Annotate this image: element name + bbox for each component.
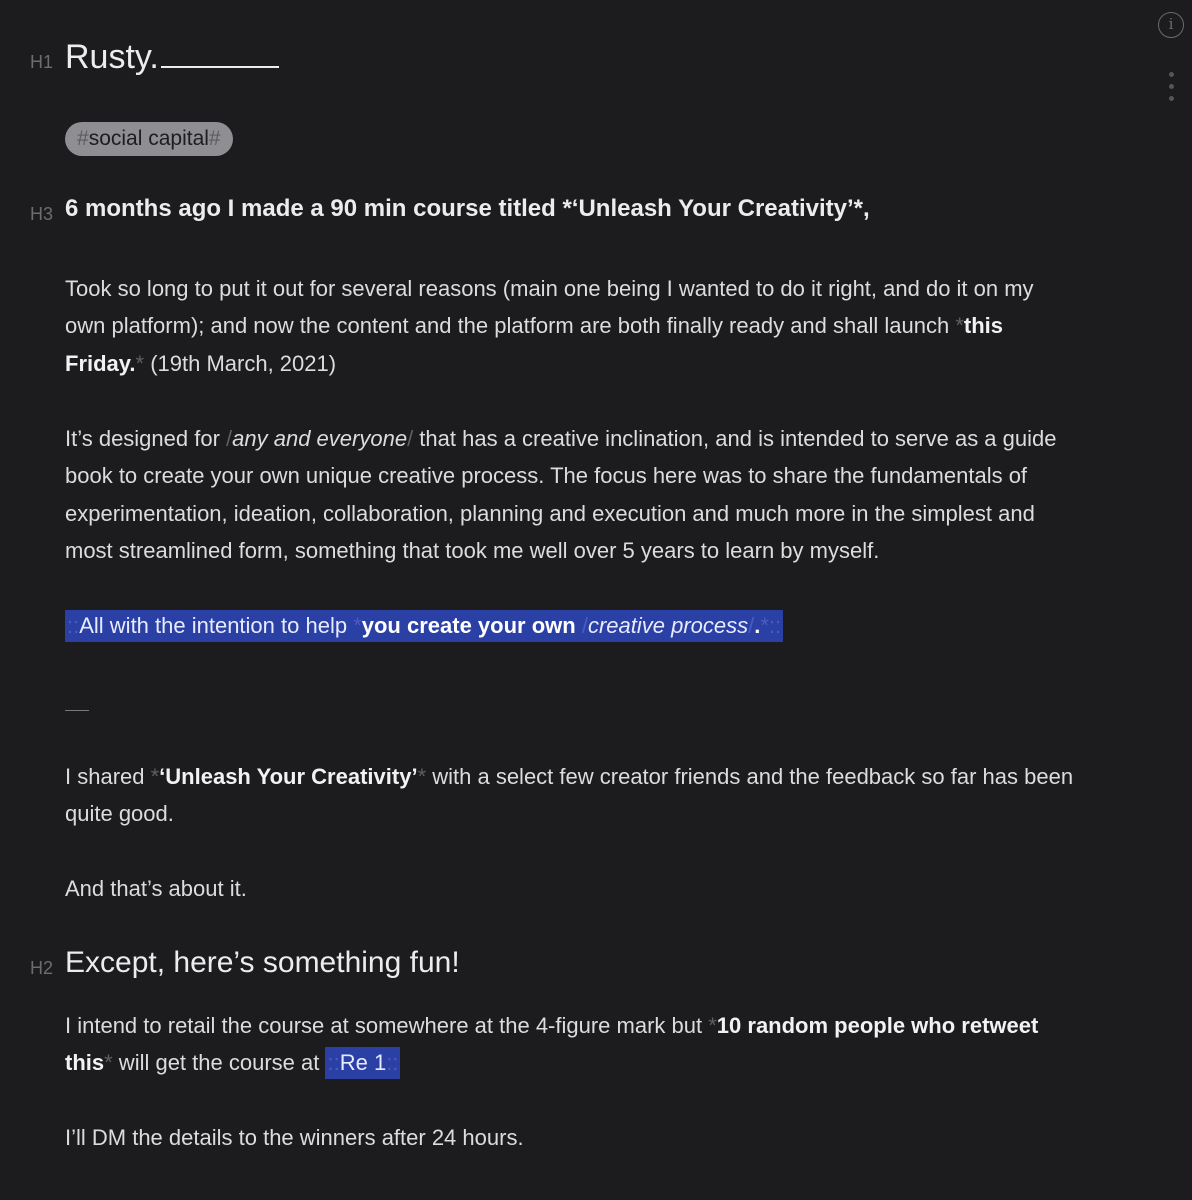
paragraph-1-line-1: Took so long to put it out for several reasons (main one being I wanted to do it right, and do it on my [65, 276, 1034, 301]
bold-text: this [963, 313, 1003, 338]
highlight-marker: :: [67, 613, 80, 638]
paragraph-4: And that’s about it. [65, 876, 247, 901]
paragraph-2-line-1 [65, 420, 1056, 458]
paragraph-2-line-3: experimentation, ideation, collaboration, planning and execution and much more in the simplest and [65, 501, 1035, 526]
text-run: that has a creative inclination, and is intended to serve as a guide [413, 426, 1057, 451]
heading-level-marker-h1: H1 [30, 52, 54, 72]
text-run: I intend to retail the course at somewhere at the 4-figure mark but [65, 1013, 709, 1038]
paragraph-2-line-4: most streamlined form, something that took me well over 5 years to learn by myself. [65, 538, 880, 563]
italic-marker: / [407, 426, 414, 451]
highlighted-price [325, 1047, 400, 1079]
bold-marker: * [708, 1013, 717, 1038]
bold-marker: * [760, 613, 769, 638]
dot [1169, 72, 1174, 77]
tag-social-capital[interactable] [65, 122, 233, 156]
text-run: It’s designed for [65, 426, 227, 451]
page-title [65, 38, 279, 77]
bold-text: . [754, 613, 761, 638]
text-run: All with the intention to help [79, 613, 354, 638]
price-text: Re 1 [339, 1050, 387, 1075]
text-run: with a select few creator friends and the feedback so far has been [426, 764, 1074, 789]
title-blank-underline [161, 65, 279, 68]
dot [1169, 84, 1174, 89]
paragraph-6: I’ll DM the details to the winners after 24 hours. [65, 1125, 524, 1150]
heading-level-marker-h2: H2 [30, 958, 54, 978]
tag-open-marker: # [77, 127, 89, 150]
italic-marker: / [581, 613, 588, 638]
dot [1169, 96, 1174, 101]
bold-marker: * [104, 1050, 113, 1075]
paragraph-5-line-1 [65, 1007, 1038, 1045]
bold-text: Friday. [65, 351, 136, 376]
bold-marker: * [353, 613, 362, 638]
bold-text: you create your own [361, 613, 582, 638]
bold-text: this [65, 1050, 105, 1075]
paragraph-1-line-3 [65, 345, 336, 383]
paragraph-2-line-2: book to create your own unique creative process. The focus here was to share the fundamentals of [65, 463, 1028, 488]
bold-marker: * [150, 764, 160, 789]
text-run: (19th March, 2021) [144, 351, 337, 376]
bold-text: ‘Unleash Your Creativity’ [159, 764, 418, 789]
bold-marker: * [417, 764, 427, 789]
paragraph-1-line-2 [65, 307, 1003, 345]
text-run: will get the course at [112, 1050, 326, 1075]
section-heading-fun: Except, here’s something fun! [65, 946, 460, 979]
italic-text: any and everyone [232, 426, 408, 451]
italic-marker: / [226, 426, 233, 451]
highlight-line [65, 607, 783, 645]
page-title-text: Rusty. [65, 38, 159, 76]
bold-marker: * [135, 351, 145, 376]
text-run: own platform); and now the content and the platform are both finally ready and shall launch [65, 313, 956, 338]
more-vertical-icon[interactable] [1166, 72, 1176, 106]
heading-level-marker-h3: H3 [30, 204, 54, 224]
section-heading-course: 6 months ago I made a 90 min course titled *‘Unleash Your Creativity’*, [65, 195, 870, 222]
highlight-marker: :: [768, 613, 782, 638]
text-run: I shared [65, 764, 151, 789]
paragraph-3-line-1 [65, 758, 1073, 796]
highlight-marker: :: [386, 1050, 399, 1075]
paragraph-3-line-2: quite good. [65, 801, 174, 826]
tag-close-marker: # [208, 127, 221, 150]
bold-marker: * [955, 313, 964, 338]
paragraph-5-line-2 [65, 1044, 400, 1082]
divider-dash [65, 710, 89, 711]
highlighted-text [65, 610, 783, 642]
tag-label: social capital [88, 127, 209, 150]
bold-text: 10 random people who retweet [716, 1013, 1039, 1038]
italic-text: creative process [587, 613, 749, 638]
info-icon[interactable]: i [1158, 12, 1184, 38]
highlight-marker: :: [327, 1050, 340, 1075]
italic-marker: / [748, 613, 755, 638]
